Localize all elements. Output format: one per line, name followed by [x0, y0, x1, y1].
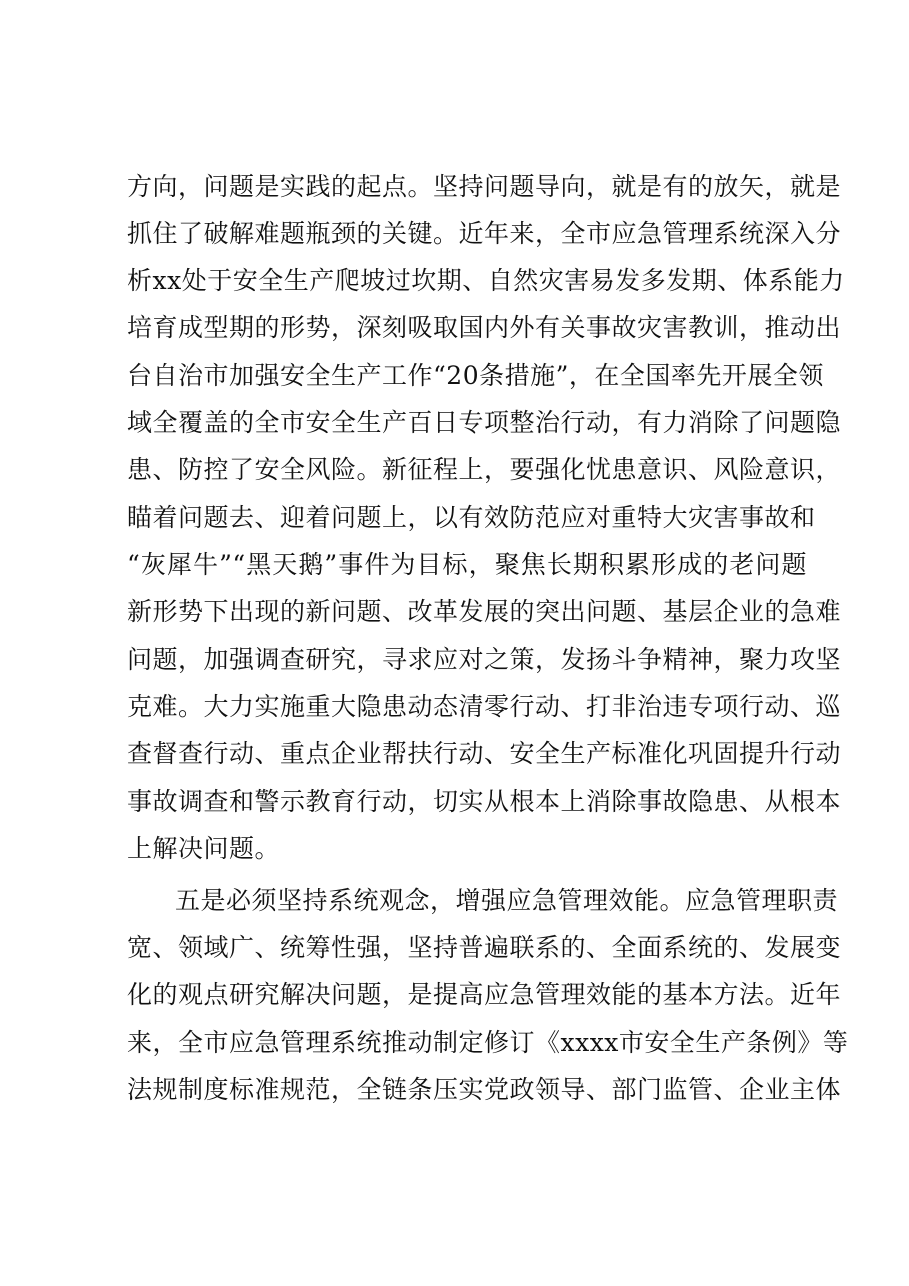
body-text-line: 来，全市应急管理系统推动制定修订《xxxx市安全生产条例》等 — [127, 1028, 849, 1057]
body-text-line: “灰犀牛”“黑天鹅”事件为目标，聚焦长期积累形成的老问题 — [127, 550, 807, 579]
body-text-line: 台自治市加强安全生产工作“20条措施”，在全国率先开展全领 — [127, 361, 824, 390]
body-text-line: 抓住了破解难题瓶颈的关键。近年来，全市应急管理系统深入分 — [127, 219, 842, 248]
body-text-line: 事故调查和警示教育行动，切实从根本上消除事故隐患、从根本 — [127, 787, 842, 816]
body-text-line: 方向，问题是实践的起点。坚持问题导向，就是有的放矢，就是 — [127, 172, 842, 201]
body-text-line: 患、防控了安全风险。新征程上，要强化忧患意识、风险意识， — [127, 455, 842, 484]
body-text-line: 克难。大力实施重大隐患动态清零行动、打非治违专项行动、巡 — [127, 692, 842, 721]
body-text-line: 查督查行动、重点企业帮扶行动、安全生产标准化巩固提升行动 — [127, 739, 842, 768]
body-text-line: 问题，加强调查研究，寻求应对之策，发扬斗争精神，聚力攻坚 — [127, 645, 842, 674]
body-text-line: 域全覆盖的全市安全生产百日专项整治行动，有力消除了问题隐 — [127, 408, 842, 437]
body-text-line: 上解决问题。 — [127, 834, 281, 863]
body-text-line: 法规制度标准规范，全链条压实党政领导、部门监管、企业主体 — [127, 1075, 842, 1104]
body-text-line: 宽、领域广、统筹性强，坚持普遍联系的、全面系统的、发展变 — [127, 933, 842, 962]
body-text-line: 瞄着问题去、迎着问题上，以有效防范应对重特大灾害事故和 — [127, 503, 816, 532]
body-text-line: 化的观点研究解决问题，是提高应急管理效能的基本方法。近年 — [127, 980, 842, 1009]
body-text-line: 培育成型期的形势，深刻吸取国内外有关事故灾害教训，推动出 — [127, 313, 842, 342]
paragraph-first-line: 五是必须坚持系统观念，增强应急管理效能。应急管理职责 — [175, 886, 839, 915]
body-text-line: 新形势下出现的新问题、改革发展的突出问题、基层企业的急难 — [127, 597, 842, 626]
body-text-line: 析xx处于安全生产爬坡过坎期、自然灾害易发多发期、体系能力 — [127, 266, 845, 295]
